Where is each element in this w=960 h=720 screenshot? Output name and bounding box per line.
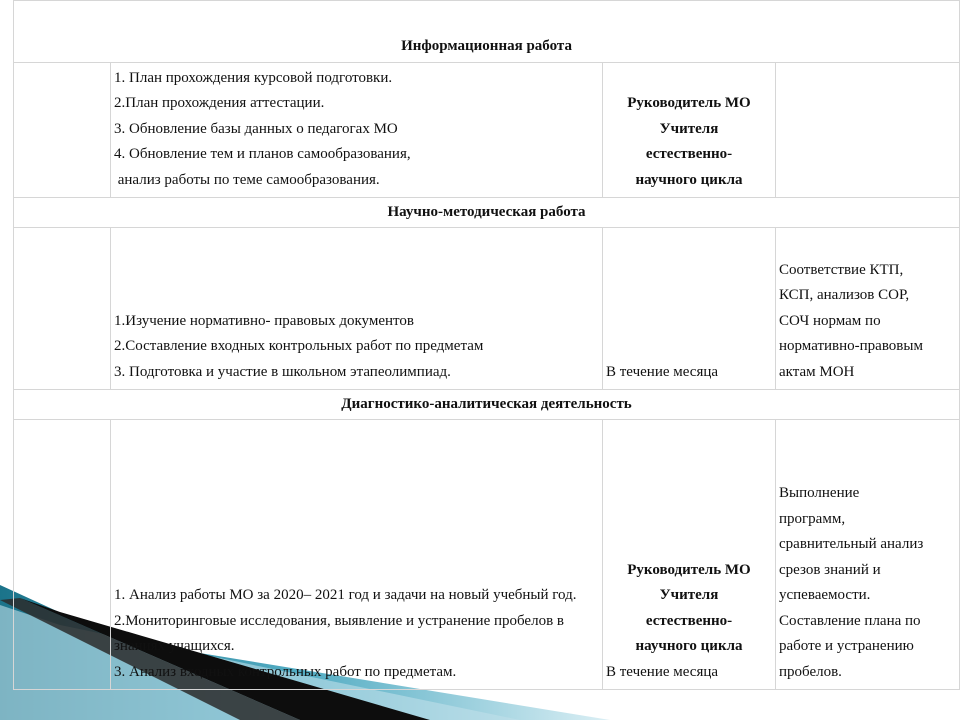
note-line: Соответствие КТП, <box>779 261 904 278</box>
responsible-cell <box>603 63 776 198</box>
task-line: 1.Изучение нормативно- правовых документов <box>114 312 414 329</box>
notes-cell <box>776 420 960 690</box>
responsible-line: Руководитель МО <box>627 561 751 578</box>
task-line: 3. Обновление базы данных о педагогах МО <box>114 120 398 137</box>
note-line: успеваемости. <box>779 587 871 603</box>
deadline-text: В течение месяца <box>606 663 719 680</box>
empty-cell <box>14 228 111 390</box>
responsible-line: научного цикла <box>635 638 743 654</box>
responsible-cell <box>603 228 776 390</box>
empty-cell <box>14 420 111 690</box>
notes-cell <box>776 228 960 390</box>
tasks-cell <box>111 63 603 198</box>
tasks-cell <box>111 420 603 690</box>
responsible-line: естественно- <box>645 612 733 629</box>
task-line: 1. Анализ работы МО за 2020– 2021 год и задачи на новый учебный год. <box>114 587 577 603</box>
responsible-line: естественно- <box>645 146 733 162</box>
task-line: 1. План прохождения курсовой подготовки. <box>114 69 393 86</box>
work-plan-table <box>13 0 960 690</box>
section-header-row <box>14 198 960 228</box>
task-line: 2.Составление входных контрольных работ по предметам <box>114 338 484 354</box>
responsible-line: Учителя <box>659 587 719 603</box>
note-line: КСП, анализов СОР, <box>779 287 910 303</box>
note-line: пробелов. <box>779 663 842 680</box>
table-row <box>14 228 960 390</box>
section-title: Диагностико-аналитическая деятельность <box>14 390 960 420</box>
task-line: 2.План прохождения аттестации. <box>114 95 325 111</box>
empty-cell <box>14 63 111 198</box>
note-line: нормативно-правовым <box>779 338 923 354</box>
note-line: Выполнение <box>779 485 860 501</box>
table-row <box>14 420 960 690</box>
section-header-row <box>14 1 960 63</box>
note-line: Составление плана по <box>779 612 921 629</box>
note-line: сравнительный анализ <box>779 536 924 552</box>
table-row <box>14 63 960 198</box>
note-line: срезов знаний и <box>779 561 881 578</box>
notes-cell <box>776 63 960 198</box>
responsible-cell <box>603 420 776 690</box>
note-line: СОЧ нормам по <box>779 312 881 329</box>
note-line: актам МОН <box>779 363 855 380</box>
task-line: 3. Анализ входных контрольных работ по предметам. <box>114 663 457 680</box>
tasks-cell <box>111 228 603 390</box>
deadline-text: В течение месяца <box>606 363 719 380</box>
responsible-line: Учителя <box>659 120 719 137</box>
task-line: 2.Мониторинговые исследования, выявление и устранение пробелов в знаниях учащихся. <box>114 612 564 654</box>
responsible-line: научного цикла <box>635 171 743 188</box>
responsible-line: Руководитель МО <box>627 95 751 111</box>
task-line: 4. Обновление тем и планов самообразования, <box>114 146 411 162</box>
note-line: программ, <box>779 510 846 527</box>
section-title: Информационная работа <box>14 1 960 63</box>
task-line: анализ работы по теме самообразования. <box>114 171 380 188</box>
note-line: работе и устранению <box>779 638 914 654</box>
task-line: 3. Подготовка и участие в школьном этапеолимпиад. <box>114 363 451 380</box>
section-header-row <box>14 390 960 420</box>
section-title: Научно-методическая работа <box>14 198 960 228</box>
